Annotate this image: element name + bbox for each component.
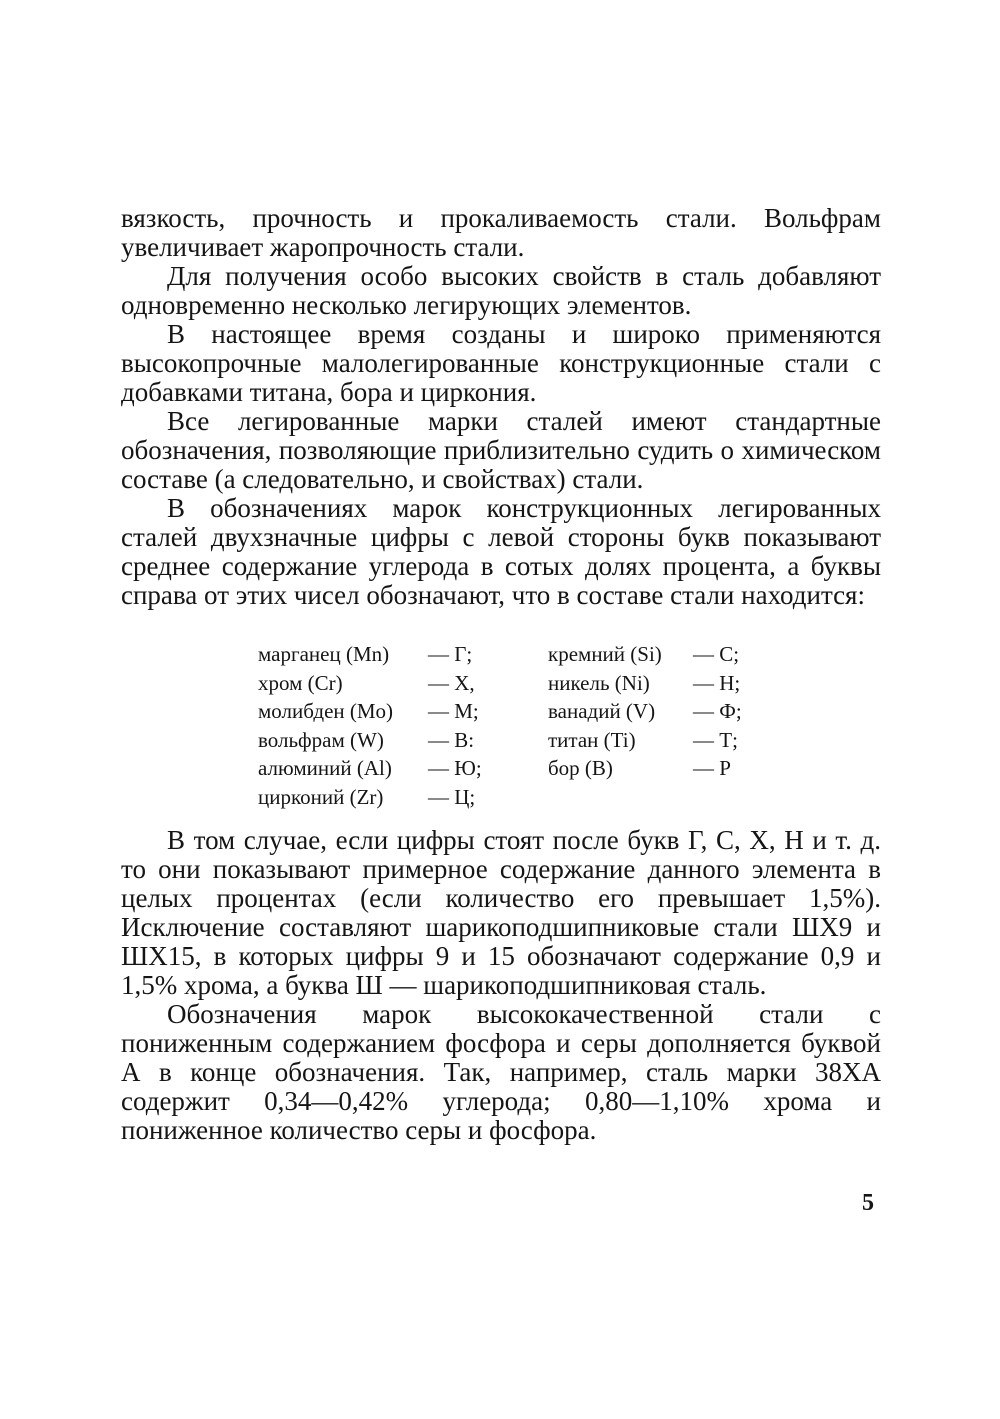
element-name: кремний (Si) — [548, 642, 662, 666]
element-row — [548, 669, 768, 698]
element-row — [258, 726, 508, 755]
element-row — [258, 669, 508, 698]
paragraph: В обозначениях марок конструкционных легированных сталей двухзначные цифры с левой стороны букв показывают среднее содержание углерода в сотых долях процента, а буквы справа от этих чисел обозначают, что в составе стали находится: — [121, 493, 881, 610]
element-symbol: — Ю; — [428, 756, 482, 780]
element-symbol: — Ц; — [428, 784, 476, 809]
paragraph: В настоящее время созданы и широко применяются высокопрочные малолегированные конструкционные стали с добавками титана, бора и циркония. — [121, 319, 881, 407]
element-row — [258, 783, 508, 812]
text-block-top — [121, 204, 881, 610]
element-name: хром (Cr) — [258, 670, 343, 695]
element-symbol: — Р — [693, 756, 731, 780]
text-block-bottom — [121, 826, 881, 1145]
element-symbol: — В: — [428, 727, 475, 752]
element-name: марганец (Mn) — [258, 642, 390, 666]
element-symbol: — Н; — [693, 670, 741, 695]
paragraph: Для получения особо высоких свойств в сталь добавляют одновременно несколько легирующих элементов. — [121, 261, 881, 320]
element-row — [258, 754, 508, 783]
element-symbol: — Т; — [693, 727, 738, 752]
element-symbol: — С; — [693, 642, 740, 666]
element-row — [548, 754, 768, 783]
element-name: вольфрам (W) — [258, 727, 384, 752]
paragraph: В том случае, если цифры стоят после букв Г, С, Х, Н и т. д. то они показывают примерное содержание данного элемента в целых процентах (если количество его превышает 1,5%). Исключение составляют шарикоподшипниковые стали ШХ9 и ШХ15, в которых цифры 9 и 15 обозначают содержание 0,9 и 1,5% хрома, а буква Ш — шарикоподшипниковая сталь. — [121, 825, 881, 1000]
element-name: алюминий (Al) — [258, 756, 392, 780]
paragraph-continuation: вязкость, прочность и прокаливаемость стали. Вольфрам увеличивает жаропрочность стали. — [121, 203, 881, 262]
page-number: 5 — [862, 1190, 874, 1216]
element-name: цирконий (Zr) — [258, 784, 384, 809]
paragraph: Обозначения марок высококачественной стали с пониженным содержанием фосфора и серы дополняется буквой А в конце обозначения. Так, например, сталь марки 38ХА содержит 0,34—0,42% углерода; 0,80—1,10% хрома и пониженное количество серы и фосфора. — [121, 999, 881, 1145]
element-name: никель (Ni) — [548, 670, 650, 695]
element-symbol: — Ф; — [693, 699, 742, 723]
elements-column-left — [258, 640, 508, 811]
element-name: ванадий (V) — [548, 699, 656, 723]
element-row — [258, 640, 508, 669]
element-symbol: — М; — [428, 699, 479, 723]
element-name: бор (B) — [548, 756, 613, 780]
element-name: молибден (Mo) — [258, 699, 394, 723]
element-row — [258, 697, 508, 726]
element-row — [548, 640, 768, 669]
paragraph: Все легированные марки сталей имеют стандартные обозначения, позволяющие приблизительно судить о химическом составе (а следовательно, и свойствах) стали. — [121, 406, 881, 494]
elements-column-right — [548, 640, 768, 783]
element-row — [548, 697, 768, 726]
element-symbol: — Г; — [428, 642, 473, 666]
element-name: титан (Ti) — [548, 727, 636, 752]
element-row — [548, 726, 768, 755]
element-symbol: — Х, — [428, 670, 475, 695]
